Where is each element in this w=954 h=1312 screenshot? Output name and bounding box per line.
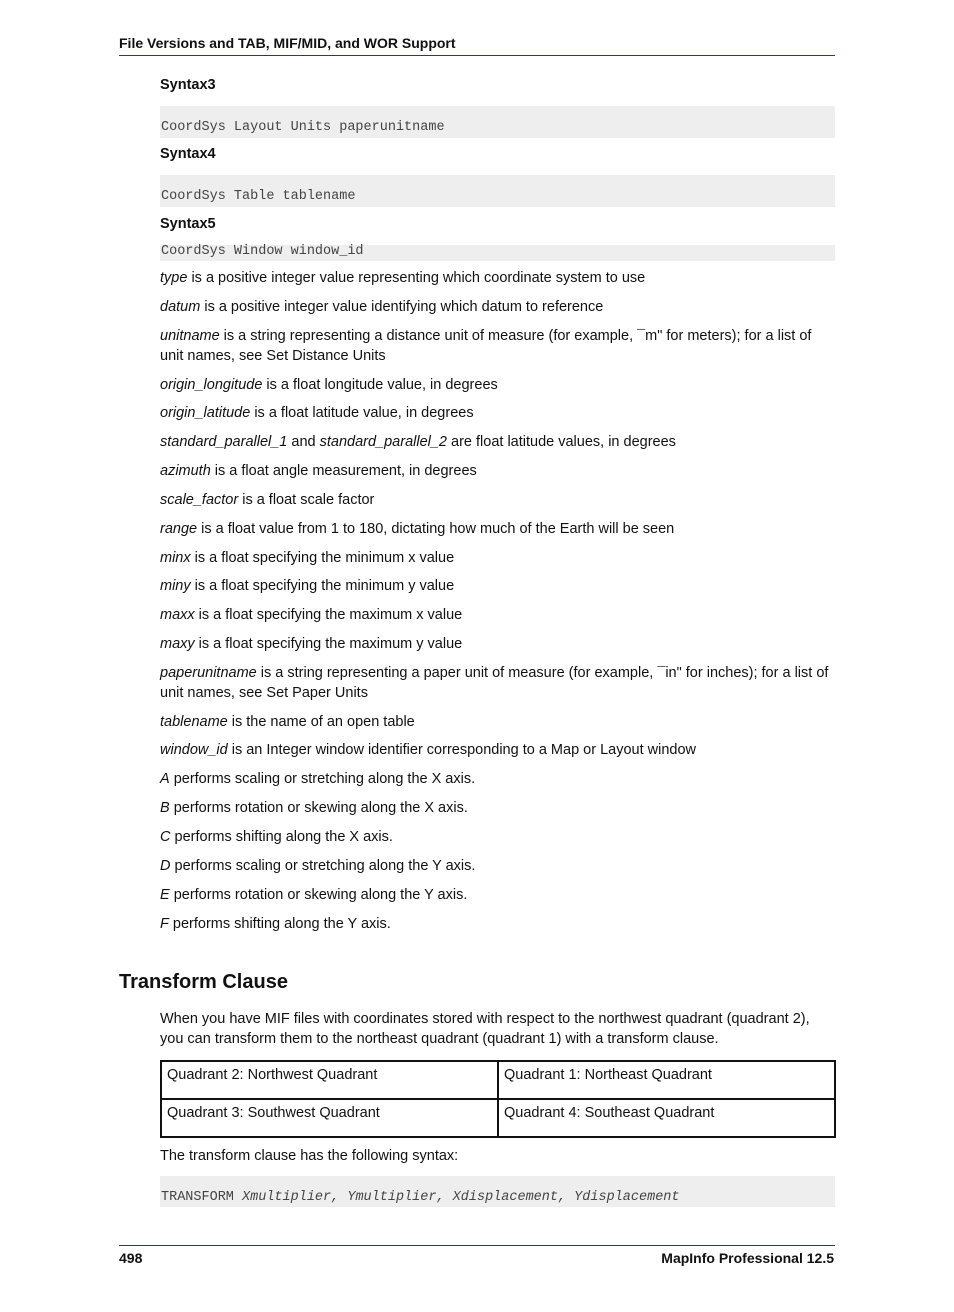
definition-text: is a float latitude value, in degrees — [250, 405, 474, 421]
definition-term: azimuth — [160, 463, 211, 479]
definition-a — [160, 769, 836, 789]
definition-window-id — [160, 740, 836, 760]
definition-scale-factor — [160, 490, 836, 510]
syntax5-code: CoordSys Window window_id — [160, 245, 835, 261]
definition-text: performs shifting along the Y axis. — [168, 916, 391, 932]
header-divider — [119, 55, 835, 56]
definition-term: origin_longitude — [160, 377, 263, 393]
definition-maxx — [160, 605, 836, 625]
definition-text: is a float specifying the minimum x value — [190, 550, 455, 566]
definition-text: is an Integer window identifier corresponding to a Map or Layout window — [227, 742, 697, 758]
definition-term: maxy — [160, 636, 195, 652]
definition-b — [160, 798, 836, 818]
definition-maxy — [160, 634, 836, 654]
footer-divider — [119, 1245, 835, 1246]
definition-term: D — [160, 858, 171, 874]
definition-term: type — [160, 270, 188, 286]
definition-text: is a string representing a paper unit of measure (for example, ¯in" for inches); for a list of unit names, see Set Paper Units — [160, 665, 829, 701]
definition-text: is a positive integer value representing which coordinate system to use — [187, 270, 646, 286]
definition-origin-longitude — [160, 375, 836, 395]
table-cell: Quadrant 1: Northeast Quadrant — [498, 1061, 835, 1099]
syntax5-label: Syntax5 — [160, 216, 216, 232]
definition-term: tablename — [160, 714, 228, 730]
definition-text: is a float angle measurement, in degrees — [210, 463, 477, 479]
definition-paperunitname — [160, 663, 836, 703]
transform-intro: When you have MIF files with coordinates stored with respect to the northwest quadrant (quadrant 2), you can transform them to the northeast quadrant (quadrant 1) with a transform clause. — [160, 1011, 810, 1047]
page-number: 498 — [119, 1250, 143, 1266]
table-cell: Quadrant 2: Northwest Quadrant — [161, 1061, 498, 1099]
definition-text: is a positive integer value identifying which datum to reference — [200, 299, 604, 315]
definition-term: window_id — [160, 742, 228, 758]
syntax3-code: CoordSys Layout Units paperunitname — [160, 106, 835, 138]
definition-e — [160, 885, 836, 905]
definition-text-2: are float latitude values, in degrees — [447, 434, 676, 450]
syntax3-label: Syntax3 — [160, 77, 216, 93]
definition-text: is a float specifying the maximum y value — [194, 636, 463, 652]
table-row — [161, 1061, 835, 1099]
definition-text: is a float specifying the minimum y value — [190, 578, 455, 594]
definition-term: miny — [160, 578, 191, 594]
definition-term: datum — [160, 299, 201, 315]
definition-text: is a float specifying the maximum x value — [194, 607, 463, 623]
page-header-title: File Versions and TAB, MIF/MID, and WOR Support — [119, 35, 456, 51]
definition-term: B — [160, 800, 170, 816]
definition-text: performs rotation or skewing along the X axis. — [169, 800, 468, 816]
definition-term: F — [160, 916, 169, 932]
definition-term: C — [160, 829, 171, 845]
definition-text: performs shifting along the X axis. — [170, 829, 393, 845]
definition-c — [160, 827, 836, 847]
definition-text: is a float value from 1 to 180, dictating how much of the Earth will be seen — [197, 521, 675, 537]
definition-f — [160, 914, 836, 934]
definition-text: is the name of an open table — [227, 714, 415, 730]
definition-origin-latitude — [160, 403, 836, 423]
definition-term: scale_factor — [160, 492, 239, 508]
definition-text: performs scaling or stretching along the X axis. — [169, 771, 476, 787]
transform-syntax-intro: The transform clause has the following syntax: — [160, 1148, 459, 1164]
syntax-keyword: TRANSFORM — [161, 1190, 234, 1205]
footer-product-name: MapInfo Professional 12.5 — [661, 1250, 834, 1266]
table-cell: Quadrant 3: Southwest Quadrant — [161, 1099, 498, 1137]
definition-type — [160, 268, 836, 288]
definition-term: maxx — [160, 607, 195, 623]
definition-unitname — [160, 326, 836, 366]
definition-azimuth — [160, 461, 836, 481]
syntax4-code: CoordSys Table tablename — [160, 175, 835, 207]
definition-text: is a float scale factor — [238, 492, 375, 508]
definition-term: range — [160, 521, 198, 537]
transform-syntax-code — [160, 1176, 835, 1207]
definition-term: minx — [160, 550, 191, 566]
definition-d — [160, 856, 836, 876]
definition-datum — [160, 297, 836, 317]
definition-term: E — [160, 887, 170, 903]
definition-term: standard_parallel_1 — [160, 434, 288, 450]
definition-range — [160, 519, 836, 539]
definition-miny — [160, 576, 836, 596]
table-row — [161, 1099, 835, 1137]
definition-term: unitname — [160, 328, 220, 344]
section-title-transform-clause: Transform Clause — [119, 971, 288, 993]
definition-tablename — [160, 712, 836, 732]
syntax4-label: Syntax4 — [160, 146, 216, 162]
definition-text: performs scaling or stretching along the Y axis. — [170, 858, 476, 874]
definition-term: paperunitname — [160, 665, 257, 681]
definition-text: performs rotation or skewing along the Y axis. — [169, 887, 468, 903]
definition-term: origin_latitude — [160, 405, 251, 421]
definition-text: is a string representing a distance unit of measure (for example, ¯m" for meters); for a list of unit names, see Set Distance Units — [160, 328, 812, 364]
definition-term: A — [160, 771, 170, 787]
definition-standard-parallels — [160, 432, 836, 452]
syntax-arguments: Xmultiplier, Ymultiplier, Xdisplacement, Ydisplacement — [233, 1190, 680, 1205]
table-cell: Quadrant 4: Southeast Quadrant — [498, 1099, 835, 1137]
definition-text: and — [287, 434, 320, 450]
quadrant-table — [160, 1060, 836, 1138]
definition-minx — [160, 548, 836, 568]
definition-text: is a float longitude value, in degrees — [262, 377, 498, 393]
definition-term-2: standard_parallel_2 — [319, 434, 447, 450]
